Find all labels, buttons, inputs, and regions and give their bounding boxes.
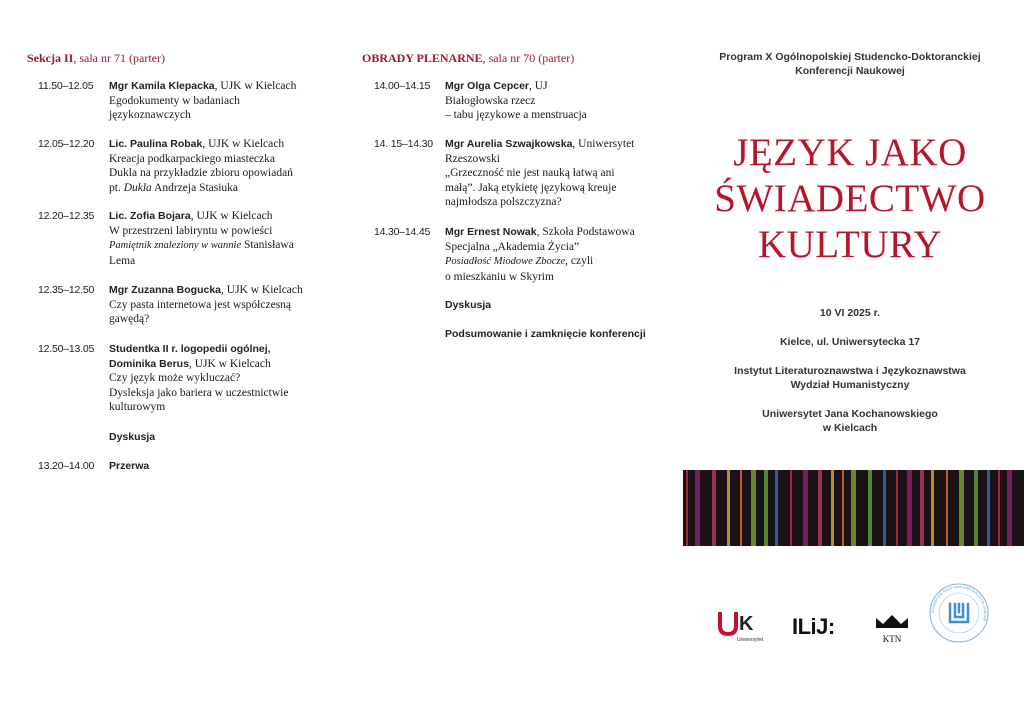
talk-title: Dukla na przykładzie zbioru opowiadań <box>109 167 293 179</box>
speaker-name: Lic. Zofia Bojara <box>109 210 191 222</box>
institute-info: Instytut Literaturoznawstwa i Językoznawstwa Wydział Humanistyczny <box>734 365 966 391</box>
speaker-affiliation: , UJK w Kielcach <box>214 80 297 92</box>
speaker-affiliation: , UJ <box>529 80 548 92</box>
entry-time: 12.50–13.05 <box>38 343 95 355</box>
talk-title-italic: Posiadłość Miodowe Zbocze <box>445 256 566 267</box>
talk-title: Egodokumenty w badaniach <box>109 94 240 107</box>
section-label: OBRADY PLENARNE <box>362 51 483 65</box>
break-label: Przerwa <box>109 460 150 472</box>
speaker-name: Mgr Ernest Nowak <box>445 226 537 238</box>
section-label: Sekcja II <box>27 51 74 65</box>
talk-title-italic: Pamiętnik znaleziony w wannie <box>109 240 242 251</box>
talk-title: najmłodsza polszczyzna? <box>445 196 562 208</box>
talk-title: W przestrzeni labiryntu w powieści <box>109 224 273 237</box>
entry-time: 11.50–12.05 <box>38 80 94 92</box>
ilij-logo: ILiJ: <box>792 614 835 639</box>
section-header-left <box>27 51 165 66</box>
speaker-affiliation: Specjalna „Akademia Życia” <box>445 240 580 253</box>
talk-title: małą”. Jaką etykietę językową kreuje <box>445 181 617 194</box>
svg-text:KTN: KTN <box>882 634 902 644</box>
speaker-affiliation: , Szkoła Podstawowa <box>536 226 635 238</box>
textile-image <box>683 470 1024 546</box>
ujk-logo <box>717 608 775 644</box>
entry-time: 14.30–14.45 <box>374 226 431 238</box>
closing-label: Podsumowanie i zamknięcie konferencji <box>445 328 646 340</box>
svg-text:Uniwersytet: Uniwersytet <box>737 637 764 643</box>
speaker-name: Mgr Aurelia Szwajkowska <box>445 138 573 150</box>
talk-title: „Grzeczność nie jest nauką łatwą ani <box>445 167 615 179</box>
talk-title: Czy język może wykluczać? <box>109 372 241 384</box>
entry-time: 14. 15–14.30 <box>374 138 433 150</box>
discussion-label: Dyskusja <box>445 299 492 311</box>
talk-title: Andrzeja Stasiuka <box>151 181 239 194</box>
speaker-affiliation: Rzeszowski <box>445 152 500 165</box>
speaker-name: Mgr Zuzanna Bogucka <box>109 284 222 296</box>
program-heading: Program X Ogólnopolskiej Studencko-Doktoranckiej Konferencji Naukowej <box>719 51 981 77</box>
talk-title: Kreacja podkarpackiego miasteczka <box>109 152 276 165</box>
break-time: 13.20–14.00 <box>38 460 95 472</box>
speaker-name: Dominika Berus <box>109 357 189 370</box>
talk-title: – tabu językowe a menstruacja <box>445 109 587 121</box>
ktn-logo <box>872 612 912 646</box>
entry-time: 12.20–12.35 <box>38 210 95 222</box>
talk-title: językoznawczych <box>109 109 191 121</box>
talk-title: Lema <box>109 254 136 267</box>
talk-title: Czy pasta internetowa jest współczesną <box>109 298 292 311</box>
section-room: , sala nr 70 (parter) <box>482 51 575 65</box>
talk-title: , czyli <box>565 255 594 267</box>
svg-text:STUDENCKIE KOŁO NAUKOWE DIALEK: STUDENCKIE KOŁO NAUKOWE DIALEKTOLOGICZNE <box>930 584 988 622</box>
talk-title: o mieszkaniu w Skyrim <box>445 270 554 283</box>
entry-time: 12.05–12.20 <box>38 138 95 150</box>
speaker-name: Lic. Paulina Robak <box>109 138 203 150</box>
talk-title: Stanisława <box>241 239 294 251</box>
talk-title: Białogłowska rzecz <box>445 94 536 107</box>
talk-title: kulturowym <box>109 401 166 413</box>
speaker-affiliation: , UJK w Kielcach <box>221 284 303 296</box>
speaker-name: Mgr Kamila Klepacka <box>109 80 215 92</box>
speaker-role: Studentka II r. logopedii ogólnej, <box>109 343 271 355</box>
entry-time: 12.35–12.50 <box>38 284 95 296</box>
conference-date: 10 VI 2025 r. <box>819 307 881 319</box>
talk-title: gawędą? <box>109 313 150 325</box>
talk-title-italic: Dukla <box>123 181 152 194</box>
section-room: , sala nr 71 (parter) <box>73 51 165 65</box>
section-header-plenary <box>362 51 574 66</box>
speaker-affiliation: , UJK w Kielcach <box>190 210 273 222</box>
conference-title: JĘZYK JAKO ŚWIADECTWO KULTURY <box>714 131 986 266</box>
svg-text:K: K <box>739 613 754 635</box>
talk-title: pt. <box>109 181 124 194</box>
speaker-affiliation: , Uniwersytet <box>572 138 635 150</box>
university-info: Uniwersytet Jana Kochanowskiego w Kielcach <box>762 408 938 434</box>
talk-title: Dysleksja jako bariera w uczestnictwie <box>109 386 289 399</box>
discussion-label: Dyskusja <box>109 431 156 443</box>
speaker-name: Mgr Olga Cepcer <box>445 80 530 92</box>
conference-address: Kielce, ul. Uniwersytecka 17 <box>779 336 921 348</box>
kolo-dialektologiczne-logo <box>928 582 990 644</box>
speaker-affiliation: , UJK w Kielcach <box>188 357 271 370</box>
speaker-affiliation: , UJK w Kielcach <box>202 138 285 150</box>
entry-time: 14.00–14.15 <box>374 80 431 92</box>
